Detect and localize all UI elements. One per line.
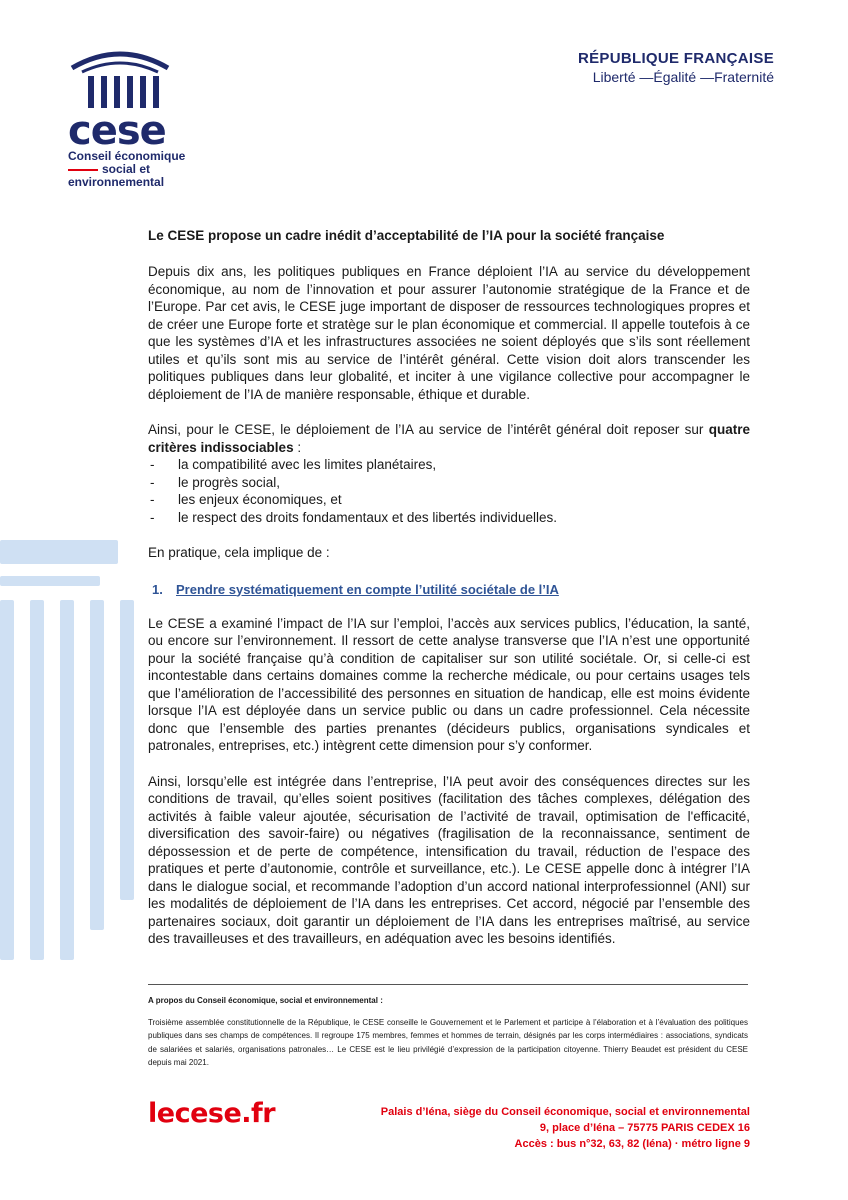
address-line-2: 9, place d’Iéna – 75775 PARIS CEDEX 16 xyxy=(539,1122,750,1134)
logo-wordmark: cese xyxy=(68,108,166,154)
list-item: - les enjeux économiques, et xyxy=(148,491,750,509)
footer-address xyxy=(381,1104,750,1152)
section-number: 1. xyxy=(152,581,163,597)
footer-divider xyxy=(148,984,748,985)
section-heading-link[interactable]: Prendre systématiquement en compte l’utilité sociétale de l’IA xyxy=(176,581,559,597)
address-line-1: Palais d’Iéna, siège du Conseil économique, social et environnemental xyxy=(380,1106,750,1118)
about-block xyxy=(148,994,748,1070)
criteria-emphasis: quatre critères indissociables xyxy=(148,422,750,455)
cese-logo xyxy=(68,46,208,189)
watermark-columns xyxy=(0,540,140,960)
about-title: A propos du Conseil économique, social et environnemental : xyxy=(148,996,383,1005)
paragraph-2: Ainsi, pour le CESE, le déploiement de l’IA au service de l’intérêt général doit reposer sur quatre critères indissociables : xyxy=(148,422,750,455)
list-item: - la compatibilité avec les limites planétaires, xyxy=(148,456,750,474)
list-item: - le respect des droits fondamentaux et des libertés individuelles. xyxy=(148,509,750,527)
section-heading-1[interactable] xyxy=(152,582,750,597)
republique-name: RÉPUBLIQUE FRANÇAISE xyxy=(577,50,774,67)
logo-line-3: environnemental xyxy=(68,175,165,189)
logo-red-rule xyxy=(68,169,98,171)
paragraph-5: Ainsi, lorsqu’elle est intégrée dans l’entreprise, l’IA peut avoir des conséquences directes sur les conditions de travail, qu’elles soient positives (facilitation des tâches complexes, délégation des activités à faible valeur ajoutée, sécurisation de l’activité de travail, optimisation de l'efficacité, diversification des savoir-faire) ou négatives (fragilisation de la reconnaissance, sentiment de dépossession et de perte de compétence, intensification du travail, réduction de l’espace des pratiques et perte d’autonomie, contrôle et surveillance, etc.). Le CESE appelle donc à intégrer l’IA dans le dialogue social, et recommande l’adoption d’un accord national interprofessionnel (ANI) sur les modalités de déploiement de l’IA dans les entreprises. Cet accord, négocié par l’ensemble des partenaires sociaux, doit garantir un déploiement de l’IA dans les entreprises maîtrisé, au service des travailleuses et des travailleurs, en adéquation avec les besoins identifiés. xyxy=(148,773,750,946)
address-line-3: Accès : bus n°32, 63, 82 (Iéna) · métro ligne 9 xyxy=(514,1138,750,1150)
website-link[interactable]: lecese.fr xyxy=(148,1098,276,1129)
republique-francaise-block xyxy=(578,50,774,85)
paragraph-3: En pratique, cela implique de : xyxy=(148,545,330,560)
republique-motto: Liberté —Égalité —Fraternité xyxy=(592,69,774,85)
criteria-list xyxy=(148,456,750,526)
press-release-body xyxy=(148,228,750,948)
logo-line-1: Conseil économique xyxy=(68,149,186,163)
logo-line-2: social et xyxy=(68,163,208,176)
building-icon xyxy=(68,46,172,110)
page-title: Le CESE propose un cadre inédit d’acceptabilité de l’IA pour la société française xyxy=(148,228,665,243)
paragraph-1: Depuis dix ans, les politiques publiques en France déploient l’IA au service du développement économique, au nom de l’innovation et pour assurer l’autonomie stratégique de la France et de l’Europe. Par cet avis, le CESE juge important de disposer de ressources technologiques propres et de créer une Europe forte et stratège sur le plan économique et commercial. Il appelle toutefois à ce que les systèmes d’IA et les infrastructures associées ne soient déployés que s’ils sont réellement utiles et qu’ils sont mis au service de l’intérêt général. Cette vision doit alors transcender les politiques publiques dans leur globalité, et inciter à une vigilance collective pour accompagner le déploiement de l’IA de manière responsable, éthique et durable. xyxy=(148,264,750,402)
paragraph-4: Le CESE a examiné l’impact de l’IA sur l’emploi, l’accès aux services publics, l’éducation, la santé, ou encore sur l’environnement. Il ressort de cette analyse transverse que l’IA n’est une opportunité pour la société française qu’à condition de capitaliser sur son utilité sociétale. Or, si celle-ci est incontestable dans certains domaines comme la recherche médicale, ou pour certains usages tels que l’amélioration de l’accessibilité des personnes en situation de handicap, elle est moins évidente lorsque l’IA est déployée dans un service public ou dans un cadre professionnel. Cela nécessite donc que l’ensemble des parties prenantes (décideurs publics, organisations syndicales et patronales, entreprises, etc.) intègrent cette dimension pour s’y conformer. xyxy=(148,615,750,753)
list-item: - le progrès social, xyxy=(148,474,750,492)
about-text: Troisième assemblée constitutionnelle de la République, le CESE conseille le Gouvernement et le Parlement et participe à l’élaboration et à l’évaluation des politiques publiques dans ses champs de compétences. Il regroupe 175 membres, femmes et hommes de terrain, désignés par les corps intermédiaires : associations, syndicats de salariées et salariés, organisations patronales… Le CESE est le lieu privilégié d’expression de la participation citoyenne. Thierry Beaudet est président du CESE depuis mai 2021. xyxy=(148,1017,748,1067)
